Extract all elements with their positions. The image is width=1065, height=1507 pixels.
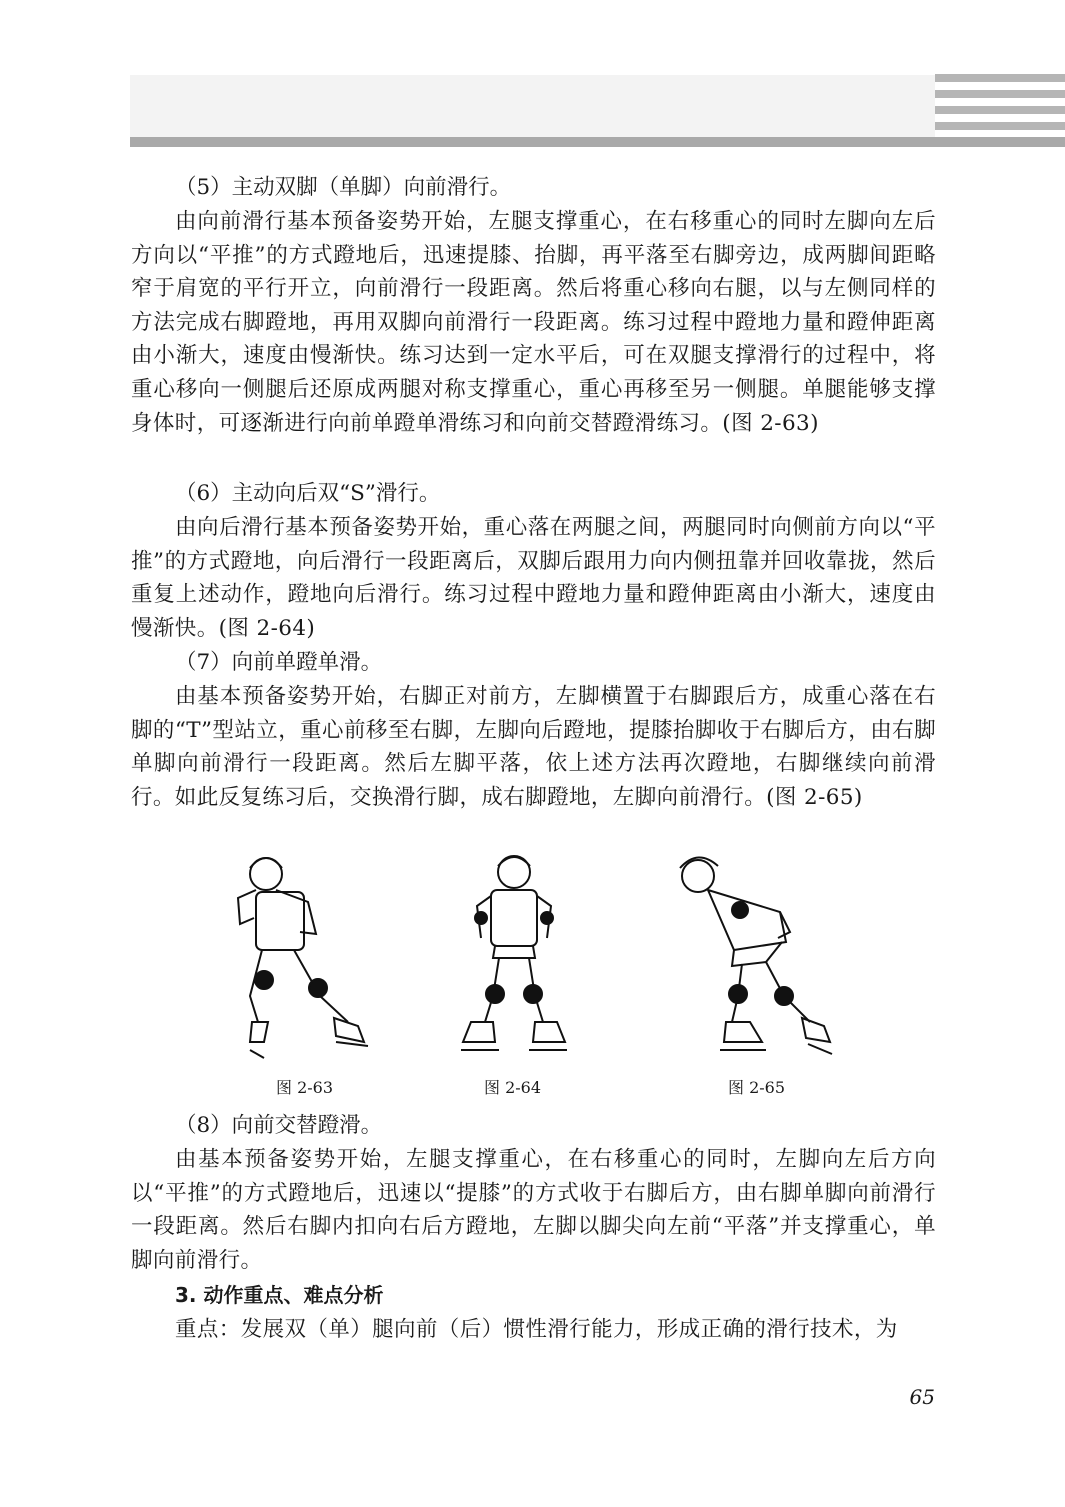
key-point-paragraph: 重点：发展双（单）腿向前（后）惯性滑行能力，形成正确的滑行技术，为 [175,1317,898,1342]
figure-caption-2-65: 图 2-65 [728,1078,786,1097]
header-stripe [935,74,1065,82]
section-heading-6: （6）主动向后双“S”滑行。 [175,481,441,506]
paragraph-6: 由向后滑行基本预备姿势开始，重心落在两腿之间，两腿同时向侧前方向以“平推”的方式蹬地，向后滑行一段距离后，双脚后跟用力向内侧扭靠并回收靠拢，然后重复上述动作，蹬地向后滑行。练习过程中蹬地力量和蹬伸距离由小渐大，速度由慢渐快。(图 2-64) [131,515,936,641]
page-number: 65 [909,1385,935,1409]
paragraph-7: 由基本预备姿势开始，右脚正对前方，左脚横置于右脚跟后方，成重心落在右脚的“T”型站立，重心前移至右脚，左脚向后蹬地，提膝抬脚收于右脚后方，由右脚单脚向前滑行一段距离。然后左脚平落，依上述方法再次蹬地，右脚继续向前滑行。如此反复练习后，交换滑行脚，成右脚蹬地，左脚向前滑行。(图 2-65) [131,684,936,810]
figure-2-64-illustration [455,846,573,1066]
section-heading-5: （5）主动双脚（单脚）向前滑行。 [175,175,512,200]
paragraph-8: 由基本预备姿势开始，左腿支撑重心，在右移重心的同时，左脚向左后方向以“平推”的方式蹬地后，迅速以“提膝”的方式收于右脚后方，由右脚单脚向前滑行一段距离。然后右脚内扣向右后方蹬地，左脚以脚尖向左前“平落”并支撑重心，单脚向前滑行。 [131,1147,936,1273]
header-stripe [935,106,1065,114]
figure-2-63-illustration [228,846,373,1066]
header-stripe [935,122,1065,130]
section-heading-3: 3. 动作重点、难点分析 [175,1283,384,1307]
header-stripe [935,90,1065,98]
figure-2-65-illustration [670,846,835,1066]
section-heading-8: （8）向前交替蹬滑。 [175,1113,383,1138]
paragraph-5: 由向前滑行基本预备姿势开始，左腿支撑重心，在右移重心的同时左脚向左后方向以“平推”的方式蹬地后，迅速提膝、抬脚，再平落至右脚旁边，成两脚间距略窄于肩宽的平行开立，向前滑行一段距离。然后将重心移向右腿，以与左侧同样的方法完成右脚蹬地，再用双脚向前滑行一段距离。练习过程中蹬地力量和蹬伸距离由小渐大，速度由慢渐快。练习达到一定水平后，可在双腿支撑滑行的过程中，将重心移向一侧腿后还原成两腿对称支撑重心，重心再移至另一侧腿。单腿能够支撑身体时，可逐渐进行向前单蹬单滑练习和向前交替蹬滑练习。(图 2-63) [131,209,936,436]
figure-caption-2-63: 图 2-63 [276,1078,334,1097]
header-band [130,75,935,137]
figure-caption-2-64: 图 2-64 [484,1078,542,1097]
section-heading-7: （7）向前单蹬单滑。 [175,650,383,675]
header-rule [130,137,1065,147]
